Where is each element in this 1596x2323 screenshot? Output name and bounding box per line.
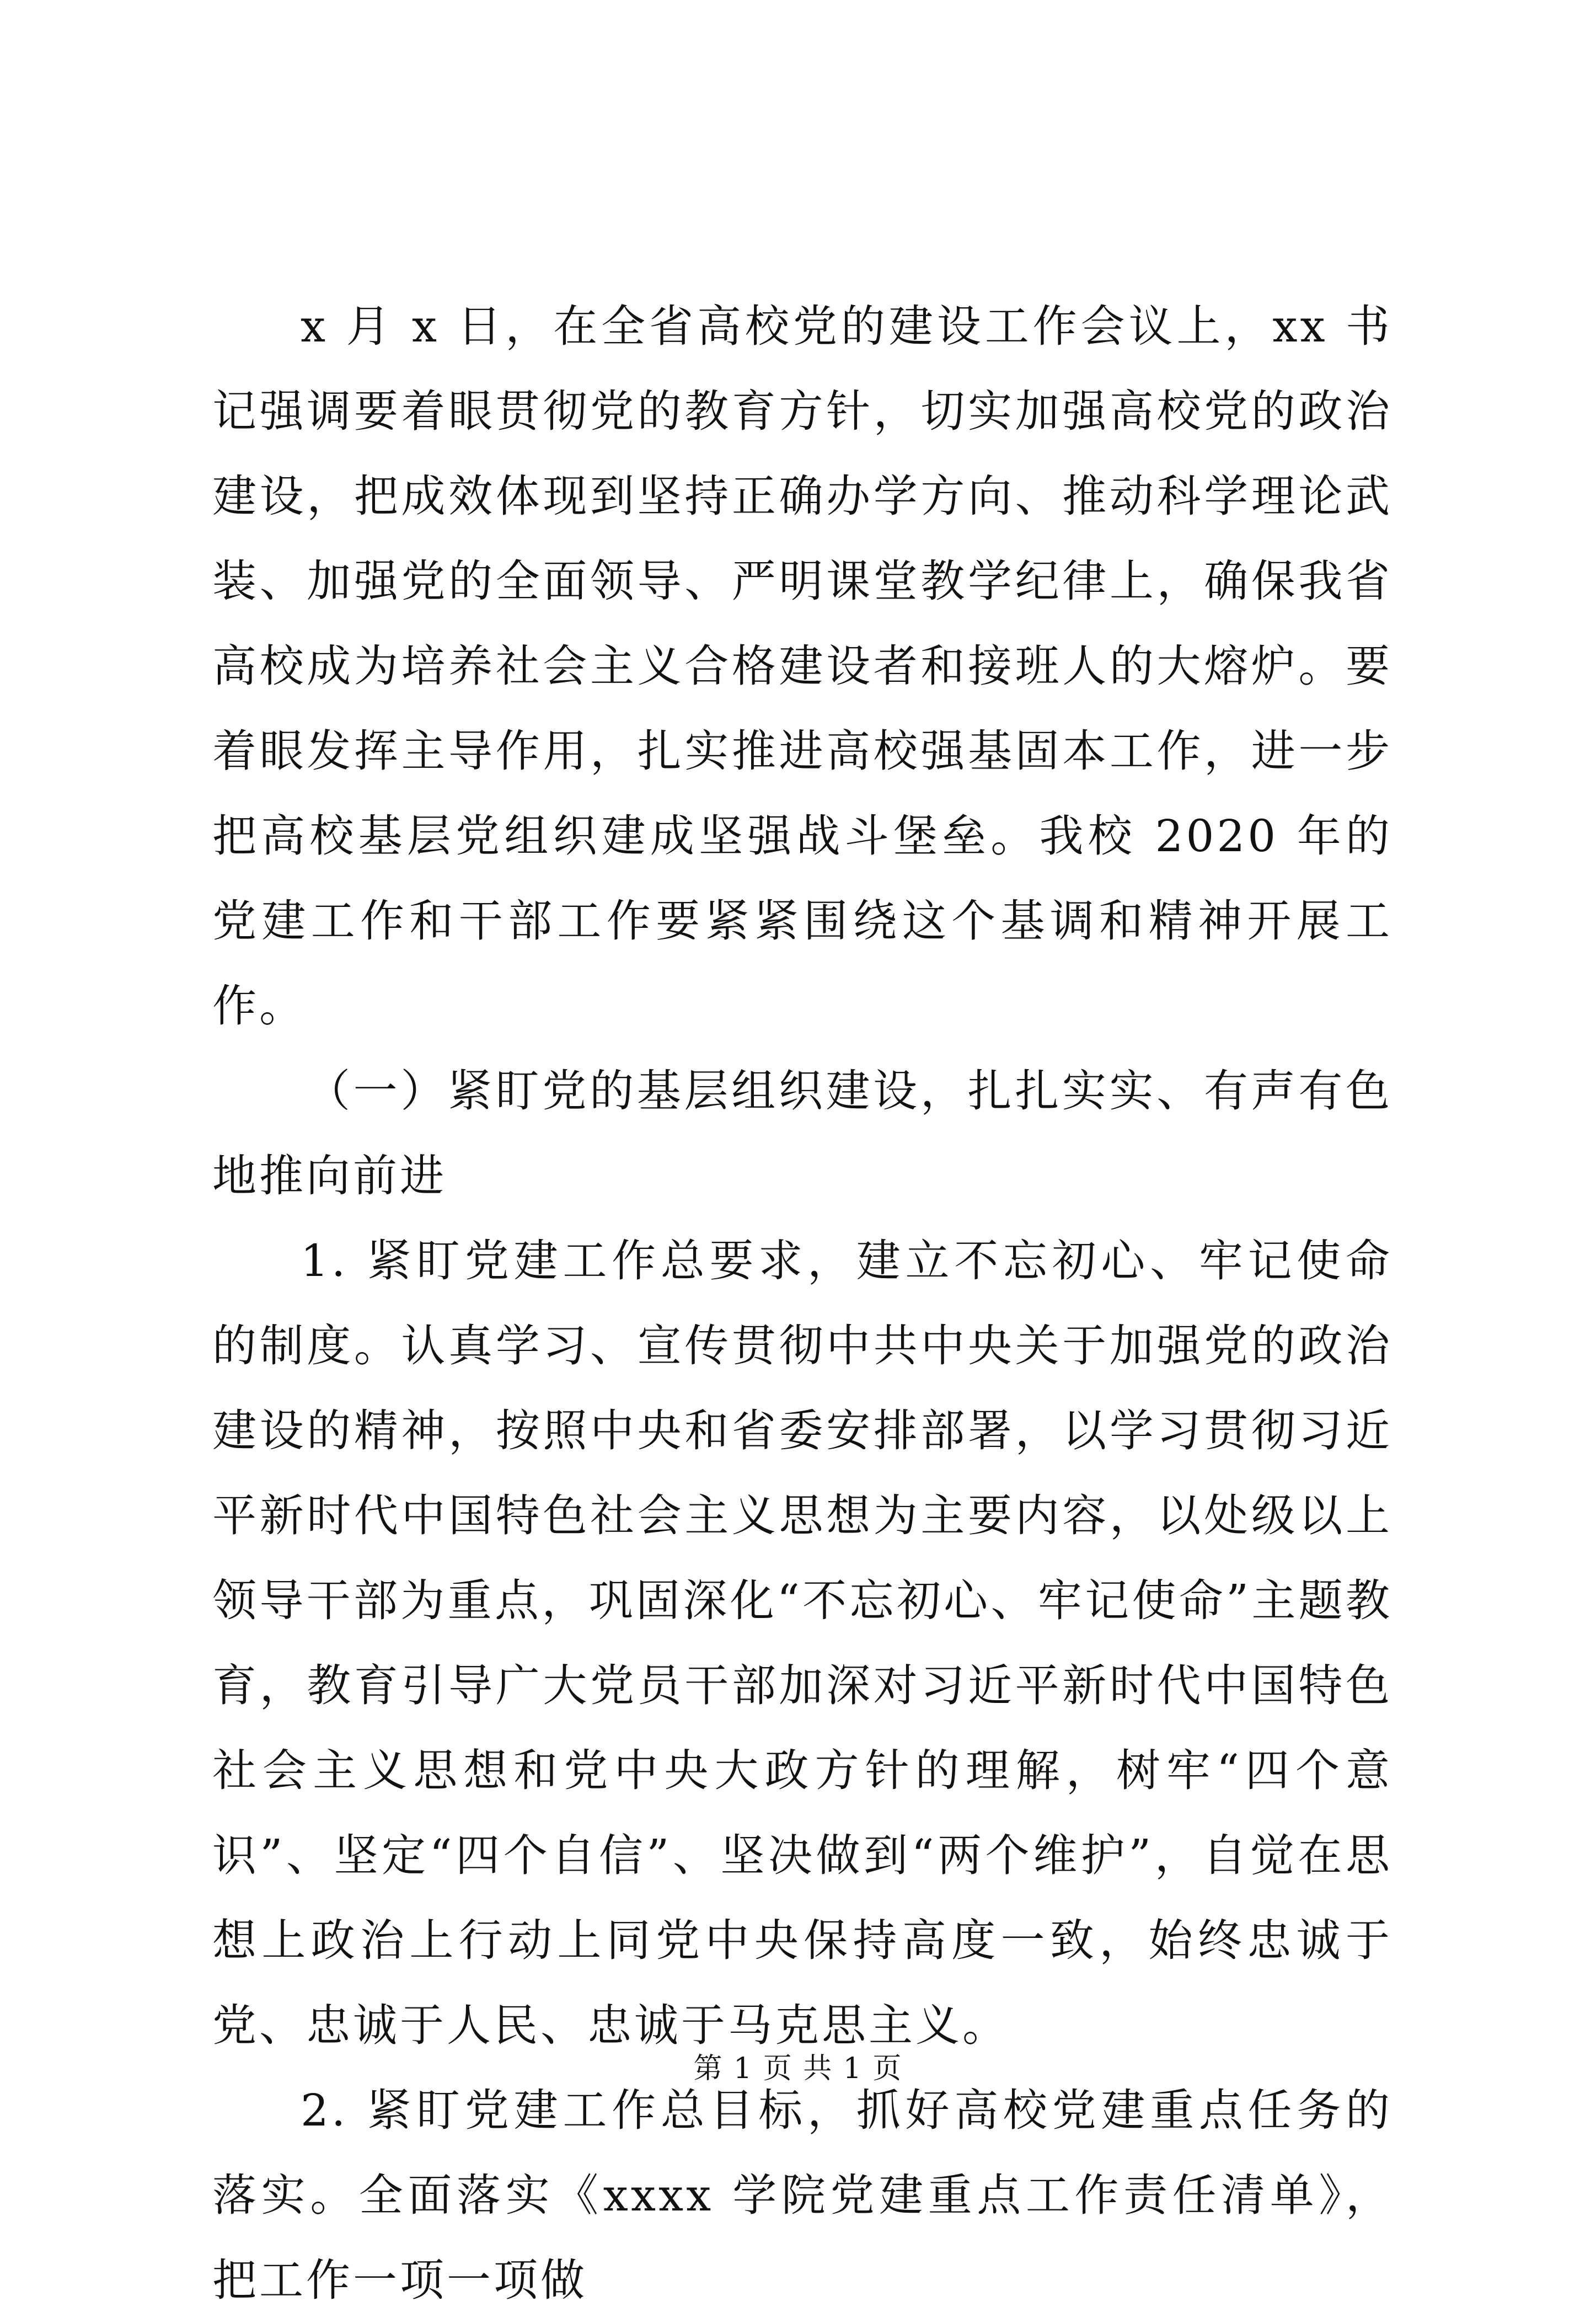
section-heading-1: （一）紧盯党的基层组织建设，扎扎实实、有声有色地推向前进 [212,1065,1393,1201]
page-footer: 第 1 页 共 1 页 [693,2052,903,2085]
paragraph-item-1: 1. 紧盯党建工作总要求，建立不忘初心、牢记使命的制度。认真学习、宣传贯彻中共中央关于加强党的政治建设的精神，按照中央和省委安排部署，以学习贯彻习近平新时代中国特色社会主义思想为主要内容，以处级以上领导干部为重点，巩固深化“不忘初心、牢记使命”主题教育，教育引导广大党员干部加深对习近平新时代中国特色社会主义思想和党中央大政方针的理解，树牢“四个意识”、坚定“四个自信”、坚决做到“两个维护”，自觉在思想上政治上行动上同党中央保持高度一致，始终忠诚于党、忠诚于人民、忠诚于马克思主义。 [212,1235,1393,2051]
document-body [212,284,1393,2323]
paragraph-item-2: 2. 紧盯党建工作总目标，抓好高校党建重点任务的落实。全面落实《xxxx 学院党建重点工作责任清单》，把工作一项一项做 [212,2085,1393,2306]
paragraph-intro: x 月 x 日，在全省高校党的建设工作会议上，xx 书记强调要着眼贯彻党的教育方针，切实加强高校党的政治建设，把成效体现到坚持正确办学方向、推动科学理论武装、加强党的全面领导、严明课堂教学纪律上，确保我省高校成为培养社会主义合格建设者和接班人的大熔炉。要着眼发挥主导作用，扎实推进高校强基固本工作，进一步把高校基层党组织建成坚强战斗堡垒。我校 2020 年的党建工作和干部工作要紧紧围绕这个基调和精神开展工作。 [212,301,1393,1032]
